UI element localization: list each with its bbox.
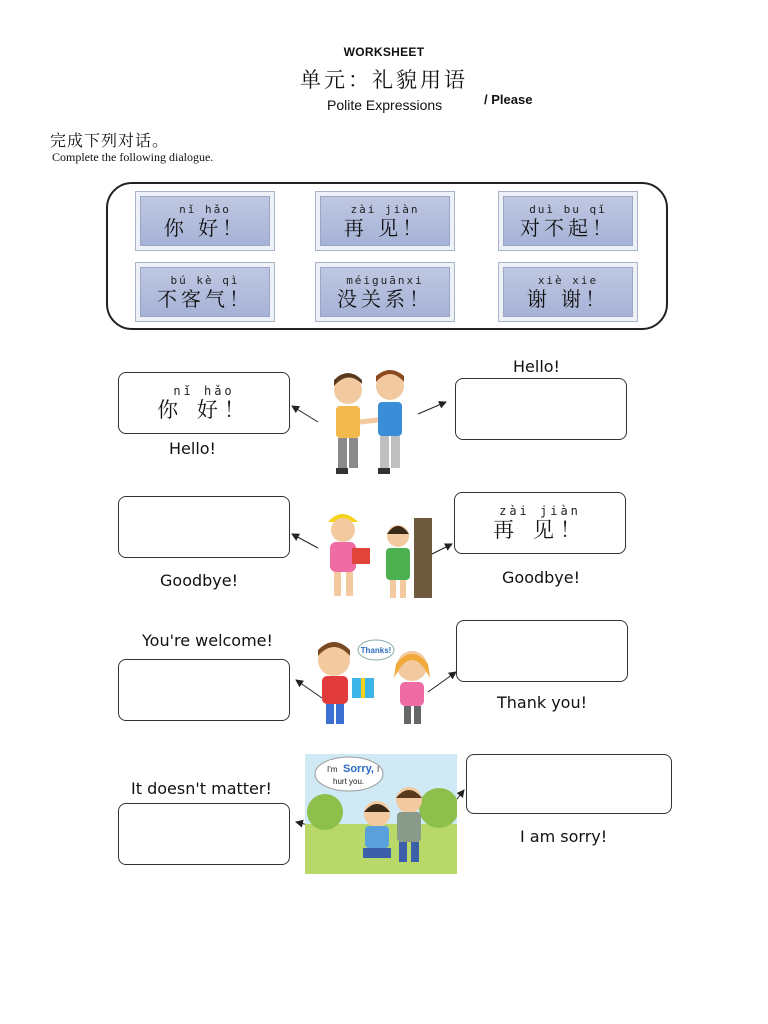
english-label: Goodbye! <box>160 571 239 590</box>
sorry-bubble-text: Sorry, <box>343 763 374 775</box>
answer-box-right[interactable] <box>455 378 627 440</box>
thanks-bubble-text: Thanks! <box>360 646 392 655</box>
english-label: Thank you! <box>497 693 588 712</box>
english-label: Goodbye! <box>502 568 581 587</box>
answer-box-left[interactable] <box>118 372 290 434</box>
english-label: It doesn't matter! <box>131 779 272 798</box>
word-hanzi: 谢 谢！ <box>526 286 610 311</box>
word-hanzi: 再 见！ <box>343 215 427 240</box>
instruction-english: Complete the following dialogue. <box>52 150 214 164</box>
word-pinyin: méiguānxi <box>346 273 424 287</box>
word-hanzi: 没关系！ <box>337 286 433 311</box>
word-pinyin: zài jiàn <box>350 202 420 216</box>
word-hanzi: 你 好！ <box>163 215 247 240</box>
english-label: I am sorry! <box>520 827 608 846</box>
thanks-kids-illustration <box>306 638 440 726</box>
word-hanzi: 不客气！ <box>157 286 253 311</box>
sorry-kids-illustration <box>305 754 457 874</box>
greeting-kids-illustration <box>318 370 418 478</box>
answer-box-left[interactable] <box>118 659 290 721</box>
arrow <box>418 402 446 414</box>
arrow <box>292 406 318 422</box>
answer-box-right[interactable] <box>456 620 628 682</box>
answer-pinyin: zài jiàn <box>499 503 581 518</box>
answer-box-right[interactable] <box>454 492 626 554</box>
sorry-bubble-text: I'm <box>327 765 338 774</box>
english-label: You're welcome! <box>142 631 273 650</box>
unit-title: 单元：礼貌用语 <box>300 68 468 92</box>
english-label: Hello! <box>169 439 216 458</box>
answer-box-right[interactable] <box>466 754 672 814</box>
word-pinyin: nǐ hǎo <box>179 202 231 216</box>
word-pinyin: duì bu qǐ <box>529 202 607 216</box>
answer-box-left[interactable] <box>118 496 290 558</box>
worksheet-title: WORKSHEET <box>343 45 425 59</box>
instruction-chinese: 完成下列对话。 <box>50 131 170 150</box>
goodbye-kids-illustration <box>318 508 438 604</box>
sorry-bubble-text: hurt you. <box>333 777 365 786</box>
english-label: Hello! <box>513 357 560 376</box>
word-pinyin: xiè xie <box>537 273 599 287</box>
answer-hanzi: 你 好！ <box>157 397 251 422</box>
unit-subtitle: Polite Expressions <box>327 97 443 113</box>
answer-hanzi: 再 见！ <box>493 517 587 542</box>
answer-pinyin: nǐ hǎo <box>173 383 235 398</box>
word-pinyin: bú kè qì <box>170 273 240 287</box>
arrow <box>292 534 318 548</box>
sorry-bubble-text: I <box>377 765 380 774</box>
word-hanzi: 对不起！ <box>520 215 616 240</box>
answer-box-left[interactable] <box>118 803 290 865</box>
please-label: / Please <box>484 92 533 107</box>
